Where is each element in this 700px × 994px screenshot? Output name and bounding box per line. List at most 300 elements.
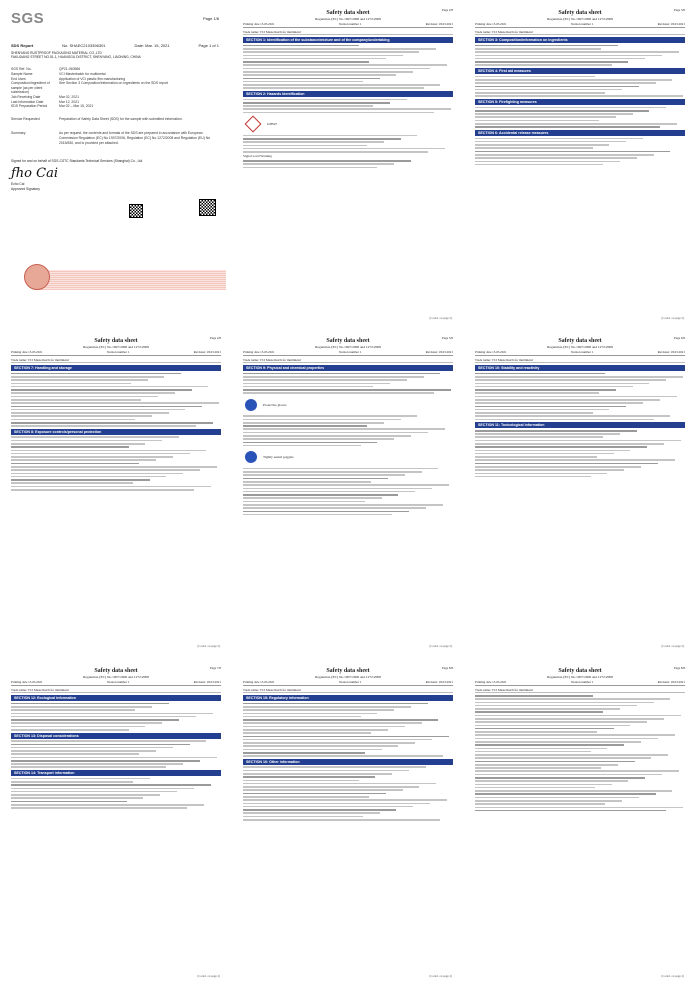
text-line (475, 406, 626, 408)
sds-page (468, 662, 692, 982)
field-value: As per request, the contents and formats of the SDS are prepared in accordance with European Commission Regulation (EC) No 1907/2006, Regulation (EC) No 1272/2008 and Regulation (EU) No 2015/830, and is provided per attached. (59, 131, 211, 145)
sds-regulation: Regulation (EC) No.1907/2006 and 1272/2008 (315, 675, 381, 679)
text-line (243, 494, 398, 496)
text-line (243, 442, 377, 444)
section-header: SECTION 7: Handling and storage (11, 365, 221, 371)
page-continued-note: (Contd. on page 2) (197, 974, 220, 978)
signature-block (11, 159, 219, 191)
text-line (243, 84, 440, 86)
text-line (243, 803, 430, 805)
text-line (475, 469, 624, 471)
sds-revision: Revision: 18.03.2021 (193, 680, 221, 684)
text-line (475, 731, 597, 733)
text-line (475, 138, 643, 140)
text-line (475, 711, 603, 713)
text-line (11, 402, 219, 404)
text-line (475, 379, 666, 381)
sgs-field (11, 81, 219, 95)
text-line (243, 102, 390, 104)
text-line (11, 406, 202, 408)
text-line (243, 135, 417, 137)
text-line (475, 721, 647, 723)
text-line (243, 780, 359, 782)
text-line (11, 443, 145, 445)
sgs-report-title: SDS Report (11, 43, 34, 48)
text-line (475, 95, 683, 97)
field-value: QP21-060566 (59, 67, 81, 72)
page-number: Page 8/8 (441, 666, 453, 670)
text-line (11, 740, 206, 742)
text-line (475, 757, 651, 759)
text-line (243, 138, 401, 140)
text-line (11, 706, 152, 708)
trade-name: Trade name: VCI Masterbatch for multimetal (475, 688, 685, 693)
page-continued-note: (Contd. on page 2) (661, 316, 684, 320)
text-line (11, 482, 133, 484)
text-line (475, 734, 675, 736)
text-line (11, 788, 194, 790)
text-line (11, 392, 175, 394)
signer-title: Approved Signatory (11, 186, 40, 191)
text-line (243, 392, 434, 394)
sds-meta (243, 350, 453, 356)
sds-regulation: Regulation (EC) No.1907/2006 and 1272/2008 (315, 345, 381, 349)
text-line (475, 807, 683, 809)
page-continued-note: (Contd. on page 2) (429, 316, 452, 320)
text-line (11, 436, 179, 438)
signal-word: Signal word Warning (243, 154, 272, 159)
text-line (475, 800, 622, 802)
text-line (11, 376, 164, 378)
text-line (243, 386, 373, 388)
text-line (243, 783, 436, 785)
sds-version: Version number 1 (106, 350, 130, 354)
text-line (243, 422, 384, 424)
text-line (475, 48, 601, 50)
text-line (11, 744, 190, 746)
text-line (475, 473, 607, 475)
sgs-report-header (11, 43, 219, 48)
trade-name: Trade name: VCI Masterbatch for multimetal (11, 358, 221, 363)
text-line (475, 754, 668, 756)
page-continued-note: (Contd. on page 2) (661, 974, 684, 978)
text-line (475, 79, 672, 81)
sds-printing: Printing date 15.03.2021 (11, 350, 43, 354)
text-line (475, 86, 639, 88)
text-line (475, 797, 639, 799)
sds-printing: Printing date 15.03.2021 (11, 680, 43, 684)
trade-name: Trade name: VCI Masterbatch for multimetal (243, 688, 453, 693)
text-line (475, 466, 641, 468)
text-line (475, 702, 654, 704)
text-line (243, 491, 415, 493)
text-line (11, 726, 145, 728)
text-line (475, 764, 618, 766)
sds-revision: Revision: 18.03.2021 (425, 350, 453, 354)
text-line (11, 763, 183, 765)
text-line (11, 415, 152, 417)
field-value: Mar 12, 2021 (59, 99, 79, 104)
text-line (243, 739, 432, 741)
section-header: SECTION 3: Composition/information on ingredients (475, 37, 685, 43)
sds-title: Safety data sheet (326, 668, 370, 674)
sds-regulation: Regulation (EC) No.1907/2006 and 1272/2008 (83, 675, 149, 679)
section-header: SECTION 6: Accidental release measures (475, 130, 685, 136)
sgs-field (11, 104, 219, 109)
sds-regulation: Regulation (EC) No.1907/2006 and 1272/2008 (547, 345, 613, 349)
text-line (475, 790, 672, 792)
text-line (475, 412, 593, 414)
text-line (243, 55, 403, 57)
page-number: Page 7/8 (209, 666, 221, 670)
field-value: Preparation of Safety Data Sheet (SDS) for the sample with submitted information. (59, 116, 183, 121)
text-line (11, 419, 135, 421)
section-header: SECTION 4: First aid measures (475, 68, 685, 74)
sds-revision: Revision: 18.03.2021 (657, 350, 685, 354)
sds-meta (475, 350, 685, 356)
text-line (243, 752, 365, 754)
sds-printing: Printing date 15.03.2021 (475, 680, 507, 684)
text-line (243, 78, 380, 80)
text-line (475, 803, 605, 805)
text-line (11, 489, 194, 491)
text-line (11, 383, 131, 385)
text-line (11, 440, 162, 442)
text-line (243, 749, 382, 751)
sds-regulation: Regulation (EC) No.1907/2006 and 1272/2008 (83, 345, 149, 349)
text-line (243, 48, 436, 50)
text-line (11, 760, 200, 762)
page-continued-note: (Contd. on page 2) (429, 974, 452, 978)
text-line (243, 732, 371, 734)
text-line (243, 816, 363, 818)
text-line (475, 161, 620, 163)
text-line (475, 748, 607, 750)
text-line (243, 74, 396, 76)
text-line (243, 511, 409, 513)
text-line (475, 89, 622, 91)
text-line (475, 82, 656, 84)
goggles-label: Tightly sealed goggles (263, 455, 294, 460)
sds-printing: Printing date 15.03.2021 (243, 350, 275, 354)
safety-goggles-icon (245, 451, 257, 463)
text-line (475, 810, 666, 812)
sgs-cover-page (4, 4, 226, 322)
text-line (243, 112, 434, 114)
field-value: Mar 02 – Mar 15, 2021 (59, 104, 94, 109)
text-line (475, 446, 647, 448)
section-header: SECTION 12: Ecological information (11, 695, 221, 701)
text-line (11, 409, 185, 411)
text-line (243, 819, 440, 821)
text-line (475, 157, 637, 159)
text-line (475, 751, 591, 753)
sgs-report-page: Page 1 of 1 (198, 43, 219, 48)
text-line (243, 81, 363, 83)
text-line (243, 713, 377, 715)
page-number: Page 5/8 (441, 336, 453, 340)
text-line (475, 110, 649, 112)
sds-meta (243, 680, 453, 686)
text-line (475, 386, 633, 388)
text-line (475, 373, 605, 375)
text-line (243, 61, 369, 63)
text-line (243, 716, 361, 718)
field-key: Sample Name (11, 72, 33, 76)
text-line (11, 469, 200, 471)
qr-code-icon (199, 199, 216, 216)
text-line (243, 141, 384, 143)
page-continued-note: (Contd. on page 2) (197, 644, 220, 648)
company-seal-icon (24, 264, 50, 290)
text-line (475, 141, 626, 143)
protective-gloves-icon (245, 399, 257, 411)
text-line (243, 71, 413, 73)
service-requested (11, 117, 219, 122)
text-line (11, 473, 183, 475)
text-line (11, 446, 129, 448)
stamp-band (34, 270, 226, 290)
text-line (11, 479, 150, 481)
sds-version: Version number 1 (570, 350, 594, 354)
field-key: End Uses (11, 76, 26, 81)
field-value: See Section 3 Composition/information on ingredients on the SDS report (59, 81, 168, 86)
text-line (475, 767, 601, 769)
text-line (243, 722, 422, 724)
sds-printing: Printing date 15.03.2021 (475, 350, 507, 354)
text-line (11, 373, 181, 375)
text-line (11, 425, 196, 427)
text-line (243, 736, 449, 738)
text-line (243, 445, 361, 447)
sds-title: Safety data sheet (558, 10, 602, 16)
sds-meta (475, 680, 685, 686)
text-line (11, 729, 129, 731)
sds-revision: Revision: 18.03.2021 (657, 22, 685, 26)
sds-meta (475, 22, 685, 28)
signer-name: Echo Cai (11, 182, 25, 187)
sds-printing: Printing date 15.03.2021 (475, 22, 507, 26)
text-line (11, 463, 139, 465)
sds-page (4, 332, 228, 652)
text-line (11, 422, 213, 424)
field-key: Last Information Date (11, 99, 44, 104)
text-line (243, 507, 426, 509)
text-line (243, 64, 447, 66)
text-line (243, 776, 375, 778)
text-line (11, 386, 208, 388)
text-line (243, 51, 419, 53)
text-line (475, 120, 599, 122)
text-line (243, 163, 394, 165)
text-line (11, 781, 133, 783)
text-line (243, 729, 388, 731)
text-line (475, 436, 603, 438)
text-line (475, 154, 654, 156)
text-line (243, 514, 392, 516)
text-line (475, 116, 616, 118)
text-line (475, 396, 677, 398)
text-line (475, 402, 643, 404)
text-line (475, 705, 637, 707)
text-line (243, 799, 447, 801)
sgs-report-date: Date: Mar. 15, 2021 (134, 43, 170, 48)
text-line (243, 474, 405, 476)
text-line (11, 459, 156, 461)
text-line (243, 108, 451, 110)
sds-regulation: Regulation (EC) No.1907/2006 and 1272/2008 (547, 17, 613, 21)
text-line (475, 695, 593, 697)
text-line (243, 709, 394, 711)
text-line (11, 396, 158, 398)
page-number: Page 2/8 (441, 8, 453, 12)
text-line (243, 468, 438, 470)
text-line (475, 113, 633, 115)
gloves-label: Protective gloves (263, 402, 287, 407)
section-header: SECTION 2: Hazards identification (243, 91, 453, 97)
sds-page (236, 332, 460, 652)
sds-page (468, 332, 692, 652)
text-line (475, 126, 660, 128)
sds-page (236, 662, 460, 982)
text-line (11, 379, 148, 381)
text-line (475, 76, 595, 78)
page-number: Page 3/8 (673, 8, 685, 12)
ghs-pictogram-row (243, 115, 453, 133)
text-line (243, 376, 424, 378)
text-line (475, 415, 670, 417)
text-line (475, 144, 609, 146)
text-line (475, 463, 658, 465)
field-key: SGS Ref. No. (11, 67, 32, 72)
text-line (475, 440, 681, 442)
section-header: SECTION 5: Firefighting measures (475, 99, 685, 105)
text-line (243, 796, 369, 798)
text-line (243, 806, 413, 808)
text-line (11, 801, 127, 803)
sds-page (4, 662, 228, 982)
text-line (11, 713, 213, 715)
trade-name: Trade name: VCI Masterbatch for multimetal (11, 688, 221, 693)
sds-meta (11, 680, 221, 686)
text-line (243, 497, 382, 499)
text-line (475, 443, 664, 445)
text-line (243, 726, 405, 728)
text-line (11, 794, 160, 796)
section-header: SECTION 1: Identification of the substance/mixture and of the company/undertaking (243, 37, 453, 43)
text-line (11, 412, 169, 414)
text-line (475, 725, 630, 727)
text-line (11, 456, 173, 458)
ghs-label: GHS07 (267, 122, 278, 127)
text-line (243, 706, 411, 708)
text-line (243, 488, 432, 490)
text-line (243, 145, 367, 147)
sds-title: Safety data sheet (558, 668, 602, 674)
text-line (475, 780, 628, 782)
text-line (243, 809, 396, 811)
text-line (243, 415, 417, 417)
sgs-company (11, 51, 219, 59)
sds-title: Safety data sheet (94, 338, 138, 344)
text-line (11, 389, 192, 391)
text-line (243, 789, 403, 791)
page-continued-note: (Contd. on page 2) (661, 644, 684, 648)
sds-version: Version number 1 (338, 680, 362, 684)
text-line (11, 722, 162, 724)
sds-title: Safety data sheet (326, 338, 370, 344)
text-line (11, 453, 190, 455)
sgs-fields (11, 67, 219, 108)
text-line (475, 92, 605, 94)
text-line (475, 383, 649, 385)
text-line (243, 58, 386, 60)
text-line (243, 766, 426, 768)
text-line (243, 425, 367, 427)
text-line (475, 459, 675, 461)
signed-on-behalf: Signed for and on behalf of SGS-CSTC Standards Technical Services (Shanghai) Co., Ltd. (11, 159, 144, 164)
text-line (475, 123, 677, 125)
text-line (243, 148, 445, 150)
sds-version: Version number 1 (338, 22, 362, 26)
sds-title: Safety data sheet (326, 10, 370, 16)
text-line (243, 87, 424, 89)
text-line (475, 61, 628, 63)
page-number: Page 8/8 (673, 666, 685, 670)
page-number: Page 6/8 (673, 336, 685, 340)
sds-regulation: Regulation (EC) No.1907/2006 and 1272/2008 (315, 17, 381, 21)
text-line (475, 55, 662, 57)
text-line (475, 761, 635, 763)
text-line (475, 728, 614, 730)
text-line (475, 389, 616, 391)
text-line (11, 797, 143, 799)
text-line (243, 481, 371, 483)
section-header: SECTION 14: Transport information (11, 770, 221, 776)
field-value: Application of VCI plastic film manufacturing (59, 76, 126, 81)
section-header: SECTION 10: Stability and reactivity (475, 365, 685, 371)
text-line (243, 793, 386, 795)
text-line (243, 703, 428, 705)
text-line (475, 409, 609, 411)
text-line (475, 777, 645, 779)
text-line (11, 719, 179, 721)
text-line (475, 770, 679, 772)
text-line (475, 456, 597, 458)
sds-meta (243, 22, 453, 28)
text-line (475, 453, 614, 455)
field-key: Job Receiving Date (11, 94, 41, 99)
text-line (11, 757, 217, 759)
text-line (243, 755, 443, 757)
text-line (11, 709, 135, 711)
text-line (243, 719, 438, 721)
text-line (243, 432, 428, 434)
trade-name: Trade name: VCI Masterbatch for multimetal (243, 30, 453, 35)
text-line (243, 770, 409, 772)
qr-code-icon (129, 204, 143, 218)
text-line (475, 399, 660, 401)
text-line (475, 787, 595, 789)
text-line (243, 773, 392, 775)
text-line (11, 466, 217, 468)
text-line (243, 389, 451, 391)
trade-name: Trade name: VCI Masterbatch for multimetal (475, 358, 685, 363)
section-header: SECTION 15: Regulatory information (243, 695, 453, 701)
text-line (11, 476, 166, 478)
sds-revision: Revision: 18.03.2021 (193, 350, 221, 354)
text-line (243, 99, 407, 101)
